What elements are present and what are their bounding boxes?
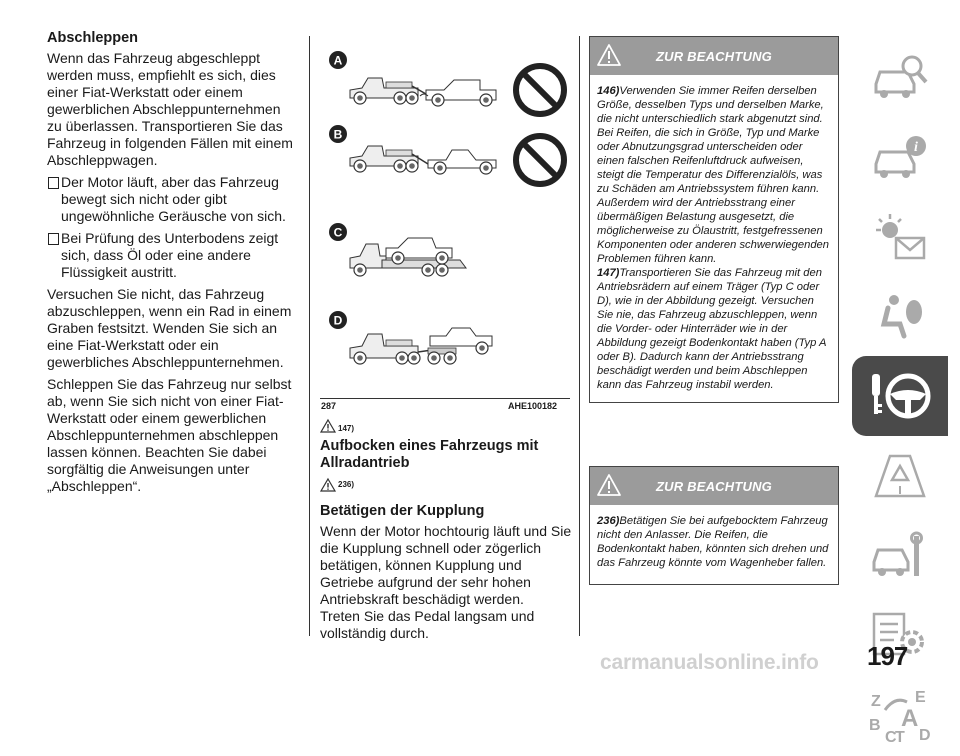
tab-service[interactable]: [852, 516, 948, 596]
car-info-icon: [870, 130, 930, 182]
index-letters-icon: [865, 688, 935, 744]
warning-box-1: [589, 36, 839, 403]
warning-title: ZUR BEACHTUNG: [656, 48, 772, 64]
paragraph-clutch: Wenn der Motor hochtourig läuft und Sie die Kupplung schnell oder zögerlich betätigen, können Kupplung und Getriebe aufgrund der sehr hohen Antriebskraft beschädigt werden.: [320, 523, 572, 607]
road-warning-icon: [870, 450, 930, 502]
index-letter: B: [869, 717, 881, 734]
label-c: C: [333, 225, 343, 240]
label-d: D: [333, 313, 343, 328]
label-b: B: [333, 127, 343, 142]
index-letter: T: [895, 729, 905, 746]
section-heading-abschleppen: Abschleppen: [47, 30, 139, 46]
warning-number: 236): [597, 515, 620, 527]
tab-emergency[interactable]: [852, 436, 948, 516]
label-a: A: [333, 53, 343, 68]
page-number: 197: [867, 641, 908, 671]
index-letter: E: [915, 689, 926, 706]
car-service-icon: [870, 530, 930, 582]
index-letter: Z: [871, 693, 881, 710]
warning-title: ZUR BEACHTUNG: [656, 478, 772, 494]
scenario-c: [329, 223, 466, 276]
warning-header: [590, 467, 838, 505]
warning-box-2: [589, 466, 839, 585]
warning-text: Betätigen Sie bei aufgebocktem Fahrzeug nicht den Anlasser. Die Reifen, die Bodenkontakt haben, könnten sich drehen und das Fahrzeug könnte vom Wagenheber fallen.: [597, 515, 829, 569]
paragraph-intro: Wenn das Fahrzeug abgeschleppt werden muss, empfiehlt es sich, dies einer Fiat-Werkstatt oder einem gewerblichen Abschleppunternehmen zu überlassen. Transportieren Sie das Fahrzeug in folgenden Fällen mit einem Abschleppwagen.: [47, 50, 293, 168]
heading-kupplung: Betätigen der Kupplung: [320, 503, 485, 519]
bullet-item-oil: Bei Prüfung des Unterbodens zeigt sich, dass Öl oder eine andere Flüssigkeit austritt.: [47, 230, 299, 281]
figure-code: AHE100182: [508, 401, 558, 411]
warning-triangle-icon: [320, 419, 336, 433]
warning-ref-row: [320, 476, 572, 493]
warning-light-mail-icon: [870, 210, 930, 262]
warning-triangle-icon: [320, 478, 336, 492]
column-left: [47, 30, 299, 500]
towing-figure: [320, 36, 570, 400]
tab-index[interactable]: [852, 676, 948, 756]
warning-ref-236: 236): [338, 480, 355, 489]
watermark: carmanualsonline.info: [600, 651, 819, 674]
column-divider: [309, 36, 310, 636]
airbag-seat-icon: [870, 290, 930, 342]
paragraph-self-tow: Schleppen Sie das Fahrzeug nur selbst ab, wenn Sie sich nicht von einer Fiat-Werkstatt oder einem gewerblichen Abschleppunternehmen abschleppen lassen können. Beachten Sie dabei sorgfältig die Anweisungen unter „Abschleppen“.: [47, 376, 292, 494]
warning-header: [590, 37, 838, 75]
column-middle: [320, 438, 572, 642]
index-letter: C: [885, 729, 897, 746]
figure-number: 287: [321, 401, 337, 411]
tab-warning-lights[interactable]: [852, 196, 948, 276]
scenario-b: [329, 125, 564, 184]
index-letter: A: [901, 705, 919, 732]
scenario-a: [329, 51, 564, 114]
tab-starting-driving[interactable]: [852, 356, 948, 436]
figure-caption-rule: [320, 398, 570, 399]
warning-body: [590, 75, 838, 402]
tab-car-search[interactable]: [852, 36, 948, 116]
bullet-item-engine: Der Motor läuft, aber das Fahrzeug bewegt sich nicht oder gibt ungewöhnliche Geräusche von sich.: [47, 174, 299, 225]
svg-text:i: i: [914, 140, 918, 155]
tab-car-info[interactable]: [852, 116, 948, 196]
paragraph-ditch: Versuchen Sie nicht, das Fahrzeug abzuschleppen, wenn ein Rad in einem Graben festsitzt. Wenden Sie sich an eine Fiat-Werkstatt oder ein gewerbliches Abschleppunternehmen.: [47, 286, 292, 370]
index-letter: D: [919, 727, 931, 744]
warning-text: Verwenden Sie immer Reifen derselben Größe, desselben Typs und derselben Marke, die nicht unterschiedlich stark abgenutzt sind. Bei Reifen, die sich in Größe, Typ und Marke oder Abnutzungsgrad unterscheiden oder einen falschen Reifenluftdruck aufweisen, steigt die Temperatur des Differenzialöls, was zu Schäden am Antriebssystem führen kann. Außerdem wird der Antriebsstrang einer übermäßigen Belastung ausgesetzt, die möglicherweise zu Ölaustritt, festgefressenen Komponenten oder anderen schwerwiegenden Problemen führen kann.: [597, 85, 829, 265]
warning-text: Transportieren Sie das Fahrzeug mit den Antriebsrädern auf einem Träger (Typ C oder D), wie in der Abbildung gezeigt. Versuchen Sie nie, das Fahrzeug abzuschleppen, wenn die Vorder- oder Hinterräder wie in der Abbildung gezeigt Bodenkontakt haben (Typ A oder B). Dadurch kann der Antriebsstrang beschädigt werden und beim Abschleppen kann das Fahrzeug instabil werden.: [597, 267, 827, 391]
warning-number: 146): [597, 85, 620, 97]
warning-ref-147: 147): [338, 424, 355, 433]
car-search-icon: [870, 50, 930, 102]
tab-safety[interactable]: [852, 276, 948, 356]
scenario-d: [329, 311, 492, 364]
key-steering-wheel-icon: [864, 368, 936, 424]
warning-body: [590, 505, 838, 584]
warning-triangle-icon: [596, 43, 622, 67]
column-divider: [579, 36, 580, 636]
paragraph-pedal: Treten Sie das Pedal langsam und vollständig durch.: [320, 608, 535, 641]
heading-aufbocken: Aufbocken eines Fahrzeugs mit Allradantrieb: [320, 438, 539, 471]
warning-number: 147): [597, 267, 620, 279]
towing-illustration: [320, 36, 570, 400]
warning-triangle-icon: [596, 473, 622, 497]
